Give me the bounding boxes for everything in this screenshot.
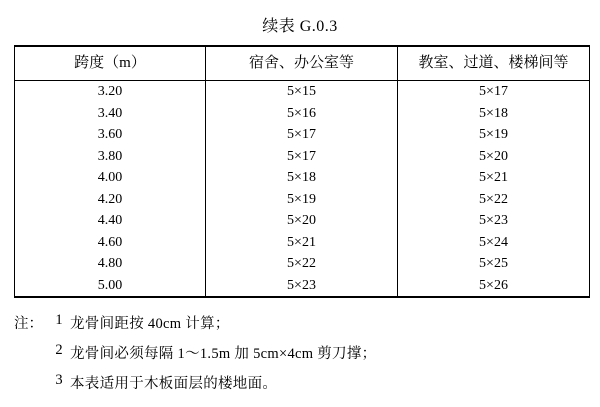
note-item xyxy=(14,342,586,363)
cell-span: 4.00 xyxy=(97,170,123,185)
cell-dorm-office: 5×17 xyxy=(206,124,398,146)
cell-classroom: 5×26 xyxy=(398,275,590,298)
cell-dorm-office: 5×19 xyxy=(206,189,398,211)
cell-span: 4.80 xyxy=(97,256,123,271)
note-text: 龙骨间距按 40cm 计算； xyxy=(70,316,230,332)
table-row xyxy=(15,103,590,125)
specification-table xyxy=(14,45,590,298)
cell-dorm-office: 5×23 xyxy=(206,275,398,298)
cell-classroom: 5×24 xyxy=(398,232,590,254)
note-item xyxy=(14,372,586,393)
cell-classroom: 5×17 xyxy=(398,81,590,103)
cell-classroom: 5×22 xyxy=(398,189,590,211)
cell-span: 3.20 xyxy=(97,84,123,99)
cell-span: 4.60 xyxy=(97,234,123,250)
cell-span: 4.40 xyxy=(97,213,123,228)
note-item xyxy=(14,312,586,333)
cell-classroom: 5×23 xyxy=(398,210,590,232)
cell-span: 5.00 xyxy=(97,277,123,293)
cell-dorm-office: 5×16 xyxy=(206,103,398,125)
cell-classroom: 5×18 xyxy=(398,103,590,125)
table-row xyxy=(15,189,590,211)
table-row xyxy=(15,210,590,232)
table-row xyxy=(15,275,590,298)
table-row xyxy=(15,146,590,168)
cell-span: 3.40 xyxy=(97,105,123,121)
table-header-row xyxy=(15,46,590,81)
cell-dorm-office: 5×17 xyxy=(206,146,398,168)
note-text: 龙骨间必须每隔 1～1.5m 加 5cm×4cm 剪刀撑； xyxy=(70,346,377,362)
cell-dorm-office: 5×21 xyxy=(206,232,398,254)
note-number: 3 xyxy=(55,372,63,388)
table-body xyxy=(15,81,590,298)
table-row xyxy=(15,232,590,254)
note-number: 1 xyxy=(55,312,63,328)
note-number: 2 xyxy=(55,342,63,358)
table-row xyxy=(15,253,590,275)
cell-span: 3.60 xyxy=(97,127,123,142)
table-row xyxy=(15,81,590,103)
cell-span: 4.20 xyxy=(97,191,123,207)
cell-classroom: 5×25 xyxy=(398,253,590,275)
table-header xyxy=(15,46,590,81)
cell-dorm-office: 5×18 xyxy=(206,167,398,189)
page-title: 续表 G.0.3 xyxy=(262,18,338,35)
table-row xyxy=(15,124,590,146)
cell-classroom: 5×19 xyxy=(398,124,590,146)
table-container xyxy=(14,45,586,298)
cell-dorm-office: 5×20 xyxy=(206,210,398,232)
column-header-dorm-office: 宿舍、办公室等 xyxy=(206,46,398,81)
note-text: 本表适用于木板面层的楼地面。 xyxy=(70,376,278,392)
cell-classroom: 5×20 xyxy=(398,146,590,168)
table-row xyxy=(15,167,590,189)
cell-dorm-office: 5×15 xyxy=(206,81,398,103)
cell-span: 3.80 xyxy=(97,148,123,164)
notes-label: 注： xyxy=(14,316,43,332)
column-header-classroom-corridor-stair: 教室、过道、楼梯间等 xyxy=(398,46,590,81)
notes-section xyxy=(0,298,600,393)
cell-dorm-office: 5×22 xyxy=(206,253,398,275)
cell-classroom: 5×21 xyxy=(398,167,590,189)
column-header-span: 跨度（m） xyxy=(74,55,146,71)
